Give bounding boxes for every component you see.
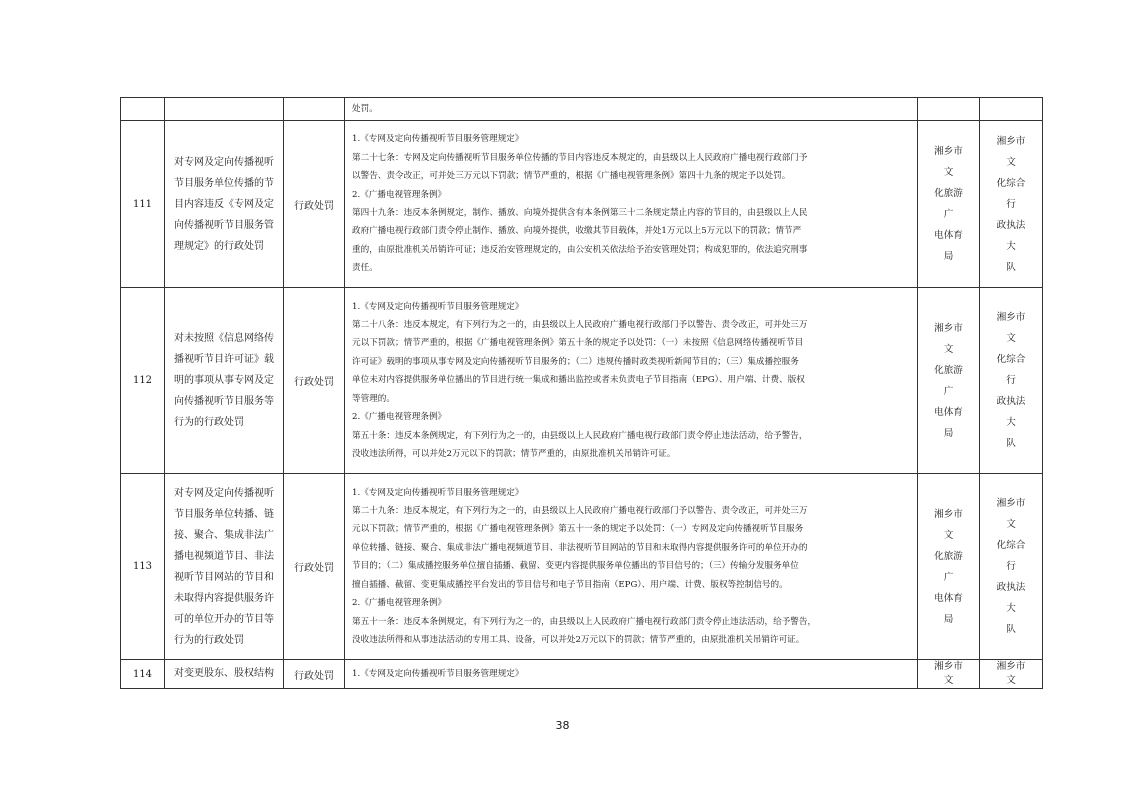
table-row [121,474,1043,660]
basis-line: 元以下罚款；情节严重的，根据《广播电视管理条例》第五十条的规定予以处罚：（一）未按照《信息网络传播视听节目 [352,338,804,349]
enforcement-team-cell [980,98,1043,121]
basis-line: 责任。 [352,263,378,274]
basis-line: 1.《专网及定向传播视听节目服务管理规定》 [352,134,524,145]
team-line: 湘乡市文 [996,498,1026,530]
item-type-cell [284,98,345,121]
name-line: 理规定》的行政处罚 [174,240,264,252]
enforcement-team-cell [980,474,1043,660]
name-line: 向传播视听节目服务等 [174,396,274,407]
team-line: 化综合行 [996,354,1026,386]
legal-basis-cell [345,660,918,689]
item-type-cell: 行政处罚 [284,288,345,474]
name-line: 播视听节目许可证》载 [174,354,274,365]
page-number: 38 [555,719,570,732]
basis-line: 擅自插播、截留、变更集成播控平台发出的节目信号和电子节目指南（EPG）、用户端、计费、版权等控制信号的。 [352,579,788,590]
enforcement-team-cell [980,660,1043,689]
item-number-cell: 111 [121,121,165,288]
basis-line: 第二十七条：专网及定向传播视听节目服务单位传播的节目内容违反本规定的，由县级以上人民政府广播电视行政部门予 [352,152,808,163]
authority-cell [918,98,980,121]
basis-line: 第四十九条：违反本条例规定，制作、播放、向境外提供含有本条例第三十二条规定禁止内容的节目的，由县级以上人民 [352,208,808,218]
team-line: 湘乡市文 [996,135,1026,168]
basis-line: 许可证》载明的事项从事专网及定向传播视听节目服务的；（二）违规传播时政类视听新闻节目的；（三）集成播控服务 [352,356,799,367]
name-line: 对专网及定向传播视听 [174,487,274,499]
table-row [121,121,1043,288]
basis-line: 单位转播、链接、聚合、集成非法广播电视频道节目、非法视听节目网站的节目和未取得内容提供服务许可的单位开办的 [352,542,808,553]
authority-line: 电体育局 [934,406,963,439]
name-line: 对变更股东、股权结构 [174,668,274,679]
name-line: 未取得内容提供服务许 [174,592,274,604]
authority-line: 化旅游广 [934,364,963,397]
name-line: 节目服务单位传播的节 [174,177,274,189]
legal-basis-cell [345,121,918,288]
name-line: 明的事项从事专网及定 [174,375,274,386]
authority-line: 湘乡市文 [934,508,963,541]
item-type-cell: 行政处罚 [284,474,345,660]
legal-basis-cell [345,98,918,121]
team-line: 化综合行 [996,540,1026,572]
item-type-cell: 行政处罚 [284,121,345,288]
basis-line: 元以下罚款；情节严重的，根据《广播电视管理条例》第五十一条的规定予以处罚：（一）专网及定向传播视听节目服务 [352,524,804,535]
basis-line: 政府广播电视行政部门责令停止制作、播放、向境外提供，收缴其节目载体，并处1万元以上5万元以下的罚款；情节严 [352,226,802,237]
team-line: 化综合行 [996,177,1026,210]
team-line: 湘乡市文 [996,312,1026,344]
enforcement-team-cell [980,121,1043,288]
basis-line: 第五十一条：违反本条例规定，有下列行为之一的，由县级以上人民政府广播电视行政部门责令停止违法活动，给予警告， [352,616,817,627]
name-line: 可的单位开办的节目等 [174,613,274,625]
basis-line: 第二十九条：违反本规定，有下列行为之一的，由县级以上人民政府广播电视行政部门予以警告、责令改正，可并处三万 [352,506,808,517]
team-line: 政执法大 [996,396,1026,428]
authority-line: 化旅游广 [934,550,963,583]
item-number-cell: 113 [121,474,165,660]
basis-line: 1.《专网及定向传播视听节目服务管理规定》 [352,487,524,498]
basis-line: 2.《广播电视管理条例》 [352,412,447,423]
basis-line: 第二十八条：违反本规定，有下列行为之一的，由县级以上人民政府广播电视行政部门予以警告、责令改正，可并处三万 [352,320,808,331]
authority-line: 湘乡市文 [934,322,963,355]
basis-line: 1.《专网及定向传播视听节目服务管理规定》 [352,301,524,312]
name-line: 行为的行政处罚 [174,417,244,428]
team-line: 湘乡市文 [996,661,1026,686]
team-line: 队 [1006,624,1016,635]
item-number-cell [121,98,165,121]
basis-line: 没收违法所得和从事违法活动的专用工具、设备，可以并处2万元以下的罚款；情节严重的，由原批准机关吊销许可证。 [352,634,805,645]
penalty-items-table [120,97,1043,689]
team-line: 队 [1006,261,1016,273]
enforcement-team-cell [980,288,1043,474]
table-row [121,660,1043,689]
item-name-cell [165,121,284,288]
basis-line: 单位未对内容提供服务单位播出的节目进行统一集成和播出监控或者未负责电子节目指南（EPG）、用户端、计费、版权 [352,375,805,386]
basis-line: 以警告、责令改正，可并处三万元以下罚款；情节严重的，根据《广播电视管理条例》第四十九条的规定予以处罚。 [352,171,791,182]
authority-cell [918,288,980,474]
item-name-cell [165,474,284,660]
name-line: 播电视频道节目、非法 [174,550,274,562]
table-row [121,288,1043,474]
table-row-continuation [121,98,1043,121]
item-type-cell: 行政处罚 [284,660,345,689]
authority-line: 湘乡市文 [934,661,963,686]
legal-basis-cell [345,288,918,474]
basis-line: 2.《广播电视管理条例》 [352,189,447,200]
name-line: 目内容违反《专网及定 [174,198,274,210]
authority-line: 湘乡市文 [934,146,963,178]
authority-cell [918,121,980,288]
authority-line: 化旅游广 [934,188,963,220]
team-line: 队 [1006,438,1016,449]
name-line: 行为的行政处罚 [174,634,244,646]
item-name-cell [165,98,284,121]
basis-line: 处罚。 [352,103,378,114]
name-line: 节目服务单位转播、链 [174,508,274,520]
name-line: 对未按照《信息网络传 [174,333,274,344]
name-line: 对专网及定向传播视听 [174,156,274,168]
authority-line: 电体育局 [934,592,963,625]
authority-cell [918,660,980,689]
team-line: 政执法大 [996,582,1026,614]
item-name-cell [165,288,284,474]
basis-line: 节目的；（二）集成播控服务单位擅自插播、截留、变更内容提供服务单位播出的节目信号的；（三）传输分发服务单位 [352,561,799,572]
item-number-cell: 114 [121,660,165,689]
basis-line: 第五十条：违反本条例规定，有下列行为之一的，由县级以上人民政府广播电视行政部门责令停止违法活动，给予警告， [352,430,808,441]
basis-line: 没收违法所得，可以并处2万元以下的罚款；情节严重的，由原批准机关吊销许可证。 [352,448,676,459]
item-number-cell: 112 [121,288,165,474]
name-line: 向传播视听节目服务管 [174,219,274,231]
authority-line: 电体育局 [934,230,963,262]
team-line: 政执法大 [996,219,1026,252]
authority-cell [918,474,980,660]
basis-line: 2.《广播电视管理条例》 [352,598,447,609]
basis-line: 等管理的。 [352,393,395,404]
item-name-cell [165,660,284,689]
name-line: 接、聚合、集成非法广 [174,529,274,541]
name-line: 视听节目网站的节目和 [174,571,274,583]
legal-basis-cell [345,474,918,660]
basis-line: 1.《专网及定向传播视听节目服务管理规定》 [352,668,524,679]
basis-line: 重的，由原批准机关吊销许可证；违反治安管理规定的，由公安机关依法给予治安管理处罚；构成犯罪的，依法追究刑事 [352,244,808,255]
